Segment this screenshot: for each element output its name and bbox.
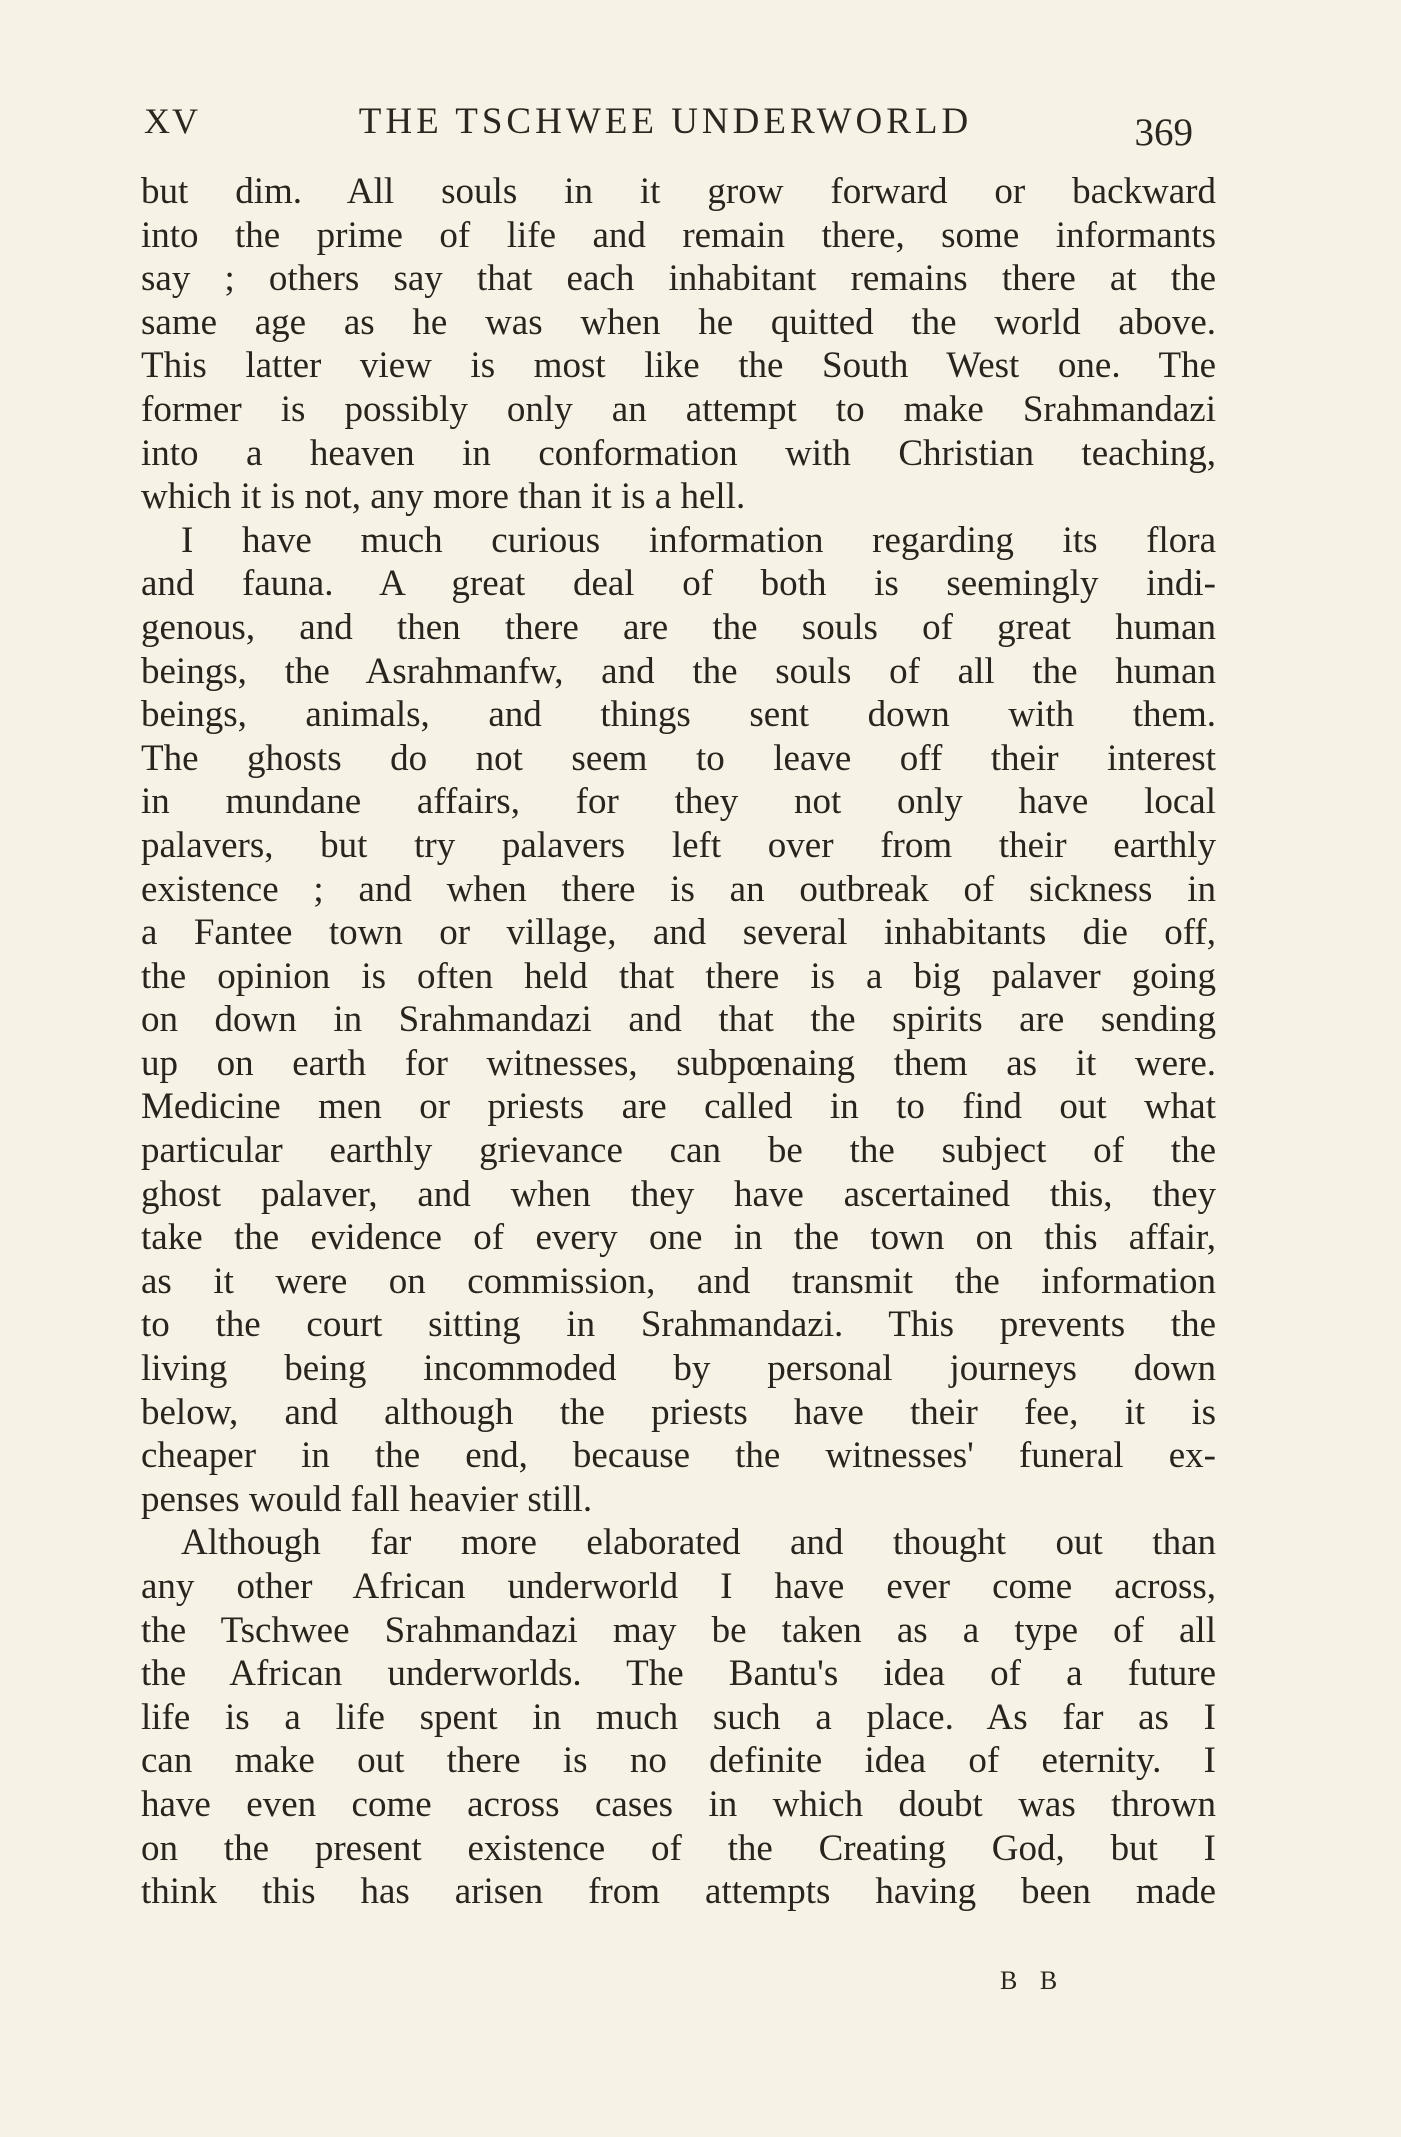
text-line: on down in Srahmandazi and that the spirits are sending [141,999,1216,1041]
running-header [128,100,1203,160]
text-line: a Fantee town or village, and several inhabitants die off, [141,912,1216,954]
text-line: beings, the Asrahmanfw, and the souls of all the human [141,650,1216,692]
text-line: have even come across cases in which doubt was thrown [141,1783,1216,1825]
text-line: the African underworlds. The Bantu's idea of a future [141,1653,1216,1695]
chapter-number: XV [144,101,200,141]
text-line: below, and although the priests have their fee, it is [141,1391,1216,1433]
body-text [141,170,1216,1914]
text-line: Medicine men or priests are called in to find out what [141,1086,1216,1128]
text-line: can make out there is no definite idea of eternity. I [141,1740,1216,1782]
text-line: and fauna. A great deal of both is seemingly indi- [141,563,1216,605]
text-line: on the present existence of the Creating God, but I [141,1827,1216,1869]
text-line: This latter view is most like the South West one. The [141,345,1216,387]
text-line: former is possibly only an attempt to make Srahmandazi [141,388,1216,430]
text-line: same age as he was when he quitted the world above. [141,301,1216,343]
text-line: living being incommoded by personal journeys down [141,1348,1216,1390]
page-number: 369 [1134,111,1193,154]
text-line: genous, and then there are the souls of great human [141,606,1216,648]
text-line: palavers, but try palavers left over from their earthly [141,824,1216,866]
text-line: say ; others say that each inhabitant remains there at the [141,258,1216,300]
text-line: as it were on commission, and transmit the information [141,1260,1216,1302]
paragraph-start: I have much curious information regarding its flora [181,519,1216,561]
text-line: up on earth for witnesses, subpœnaing them as it were. [141,1042,1216,1084]
text-line: cheaper in the end, because the witnesses' funeral ex- [141,1435,1216,1477]
text-line: The ghosts do not seem to leave off their interest [141,737,1216,779]
text-line: in mundane affairs, for they not only have local [141,781,1216,823]
text-line: but dim. All souls in it grow forward or backward [141,171,1216,212]
text-line: existence ; and when there is an outbreak of sickness in [141,868,1216,910]
text-line: into the prime of life and remain there, some informants [141,214,1216,256]
paragraph-start: Although far more elaborated and thought out than [181,1522,1216,1564]
text-line: particular earthly grievance can be the subject of the [141,1130,1216,1172]
text-line: to the court sitting in Srahmandazi. This prevents the [141,1304,1216,1346]
text-line: ghost palaver, and when they have ascertained this, they [141,1173,1216,1215]
text-line: life is a life spent in much such a place. As far as I [141,1696,1216,1738]
text-line: into a heaven in conformation with Christian teaching, [141,432,1216,474]
text-line: any other African underworld I have ever come across, [141,1566,1216,1607]
text-line: take the evidence of every one in the town on this affair, [141,1217,1216,1259]
text-line: which it is not, any more than it is a hell. [141,476,746,518]
signature-mark: B B [1000,1966,1066,1995]
text-line: beings, animals, and things sent down with them. [141,694,1216,736]
text-line: the opinion is often held that there is a big palaver going [141,955,1216,997]
text-line: the Tschwee Srahmandazi may be taken as a type of all [141,1609,1216,1651]
running-title: THE TSCHWEE UNDERWORLD [358,101,973,142]
text-line: penses would fall heavier still. [141,1478,593,1520]
text-line: think this has arisen from attempts having been made [141,1871,1216,1913]
